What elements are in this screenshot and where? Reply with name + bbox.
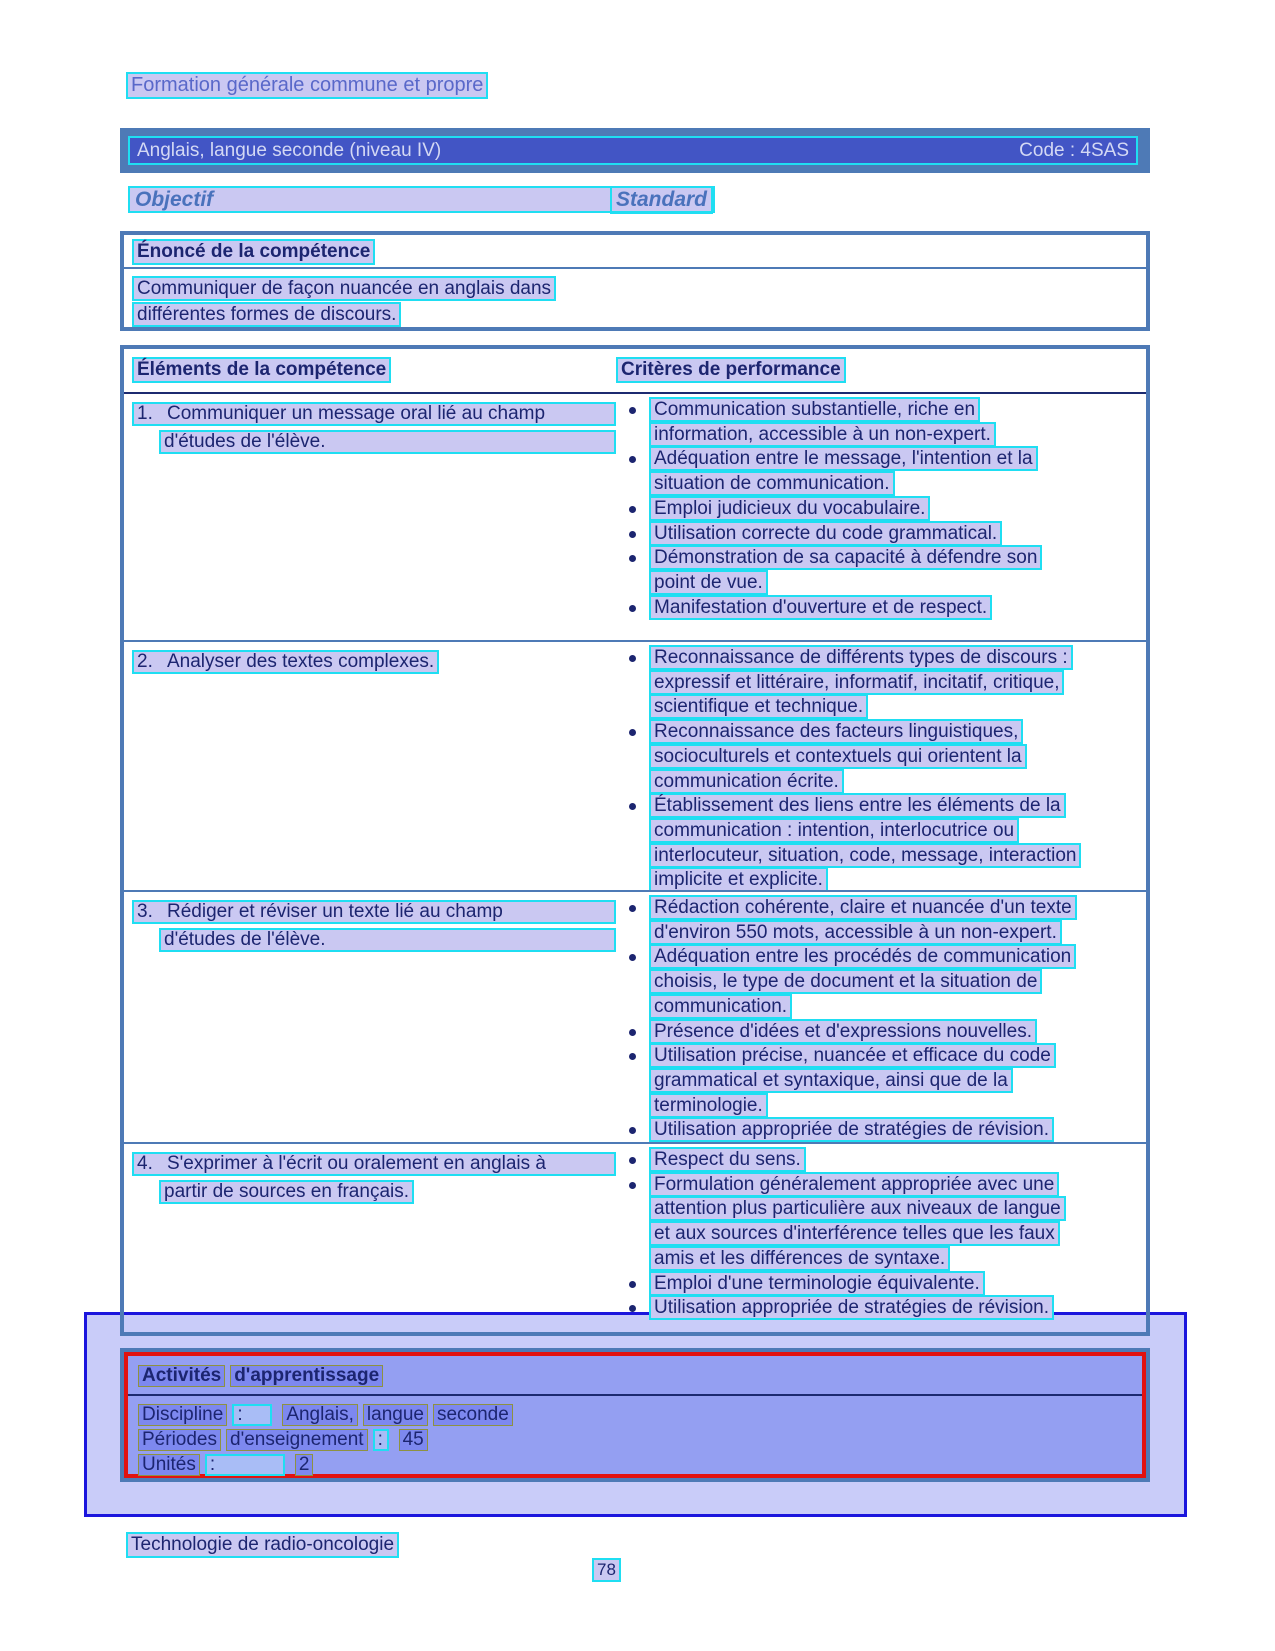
highlight: Formation générale commune et propre — [126, 72, 488, 99]
highlight: Adéquation entre le message, l'intention et la situation de communication. — [649, 446, 1038, 496]
highlight — [159, 430, 616, 454]
section-label — [126, 72, 488, 99]
highlight — [159, 928, 616, 952]
criterion-item — [616, 1118, 1078, 1142]
highlight: Démonstration de sa capacité à défendre son point de vue. — [649, 545, 1042, 595]
criterion-item — [616, 1272, 1078, 1297]
competence-header-row — [124, 349, 1146, 394]
field-value-word: 45 — [399, 1429, 428, 1451]
element-text: Analyser des textes complexes. — [167, 651, 435, 672]
highlight: Adéquation entre les procédés de communication choisis, le type de document et la situation de communication. — [649, 944, 1076, 1018]
element-line — [132, 900, 616, 924]
criteria-list — [616, 892, 1078, 1142]
activities-divider — [128, 1394, 1142, 1396]
criterion-item — [616, 720, 1078, 794]
highlight: Emploi judicieux du vocabulaire. — [649, 496, 930, 521]
highlight — [132, 900, 616, 924]
element-line — [132, 650, 616, 674]
heading-standard: Standard — [610, 186, 713, 214]
highlight: Utilisation précise, nuancée et efficace du code grammatical et syntaxique, ainsi que de la terminologie. — [649, 1043, 1056, 1117]
criterion-item — [616, 497, 1078, 522]
element-cell — [124, 892, 616, 1142]
activities-title-word: d'apprentissage — [230, 1365, 383, 1387]
element-line — [159, 1180, 616, 1204]
heading-objectif: Objectif — [135, 187, 214, 211]
field-value-word: seconde — [433, 1404, 513, 1426]
field-label-word: Périodes — [138, 1429, 221, 1451]
element-text: Communiquer un message oral lié au champ — [167, 403, 546, 424]
highlight — [159, 1180, 414, 1204]
criterion-item — [616, 522, 1078, 547]
competence-table — [120, 345, 1150, 1336]
table-row — [124, 890, 1146, 1142]
course-code: Code : 4SAS — [1019, 139, 1129, 161]
criterion-item — [616, 646, 1078, 720]
field-label-word: Unités — [138, 1454, 200, 1476]
element-text: d'études de l'élève. — [164, 929, 326, 950]
criterion-item — [616, 546, 1078, 595]
highlight: Présence d'idées et d'expressions nouvelles. — [649, 1019, 1037, 1044]
element-cell — [124, 642, 616, 890]
highlight: Respect du sens. — [649, 1147, 806, 1172]
activities-field — [138, 1452, 1142, 1477]
criterion-item — [616, 1173, 1078, 1272]
field-label-word: Discipline — [138, 1404, 227, 1426]
highlight: Manifestation d'ouverture et de respect. — [649, 595, 992, 620]
highlight: Emploi d'une terminologie équivalente. — [649, 1271, 985, 1296]
criterion-item — [616, 1044, 1078, 1118]
criterion-item — [616, 896, 1078, 945]
criteria-list — [616, 1144, 1078, 1332]
highlight: Rédaction cohérente, claire et nuancée d'un texte d'environ 550 mots, accessible à un non-expert. — [649, 895, 1077, 945]
highlight: Établissement des liens entre les éléments de la communication : intention, interlocutrice ou interlocuteur, situation, code, message, interaction implicite et explicite. — [649, 793, 1081, 890]
criterion-item — [616, 1020, 1078, 1045]
enonce-table — [120, 231, 1150, 331]
criterion-item — [616, 1148, 1078, 1173]
highlight: Utilisation appropriée de stratégies de révision. — [649, 1295, 1054, 1320]
enonce-header: Énoncé de la compétence — [132, 239, 375, 265]
element-text: partir de sources en français. — [164, 1181, 410, 1202]
table-row — [124, 394, 1146, 640]
highlight — [132, 650, 439, 674]
footer-program — [126, 1532, 399, 1558]
activities-title-word: Activités — [138, 1365, 225, 1387]
element-text: Rédiger et réviser un texte lié au champ — [167, 901, 503, 922]
element-line — [159, 928, 616, 952]
highlight: Reconnaissance de différents types de discours : expressif et littéraire, informatif, incitatif, critique, scientifique et technique. — [649, 645, 1073, 719]
field-separator: : — [205, 1454, 285, 1476]
item-number: 1. — [137, 403, 153, 424]
col2-header: Critères de performance — [616, 357, 846, 383]
criteria-list — [616, 642, 1078, 890]
field-value-word: Anglais, — [282, 1404, 358, 1426]
item-number: 2. — [137, 651, 153, 672]
element-line — [132, 1152, 616, 1176]
course-title: Anglais, langue seconde (niveau IV) — [137, 139, 442, 161]
element-text: S'exprimer à l'écrit ou oralement en anglais à — [167, 1153, 546, 1174]
table-row — [124, 1142, 1146, 1332]
enonce-header-row — [124, 235, 1146, 269]
course-banner — [120, 128, 1150, 173]
highlight: Communication substantielle, riche en information, accessible à un non-expert. — [649, 397, 996, 447]
activities-field — [138, 1402, 1142, 1427]
criterion-item — [616, 447, 1078, 496]
field-separator: : — [373, 1429, 389, 1451]
highlight: 78 — [592, 1558, 621, 1582]
element-line — [132, 402, 616, 426]
page-number — [592, 1558, 621, 1582]
element-line — [159, 430, 616, 454]
activities-title — [138, 1361, 1142, 1391]
highlight: Reconnaissance des facteurs linguistiques, socioculturels et contextuels qui orientent la communication écrite. — [649, 719, 1027, 793]
field-separator: : — [232, 1404, 272, 1426]
highlight — [132, 402, 616, 426]
criterion-item — [616, 794, 1078, 890]
item-number: 4. — [137, 1153, 153, 1174]
table-row — [124, 640, 1146, 890]
criterion-item — [616, 945, 1078, 1019]
highlight: Utilisation correcte du code grammatical. — [649, 521, 1002, 546]
enonce-body-cell — [124, 269, 594, 328]
highlight — [132, 1152, 616, 1176]
criteria-list — [616, 394, 1078, 640]
highlight: Utilisation appropriée de stratégies de révision. — [649, 1117, 1054, 1142]
criterion-item — [616, 398, 1078, 447]
highlight: Formulation généralement appropriée avec une attention plus particulière aux niveaux de langue et aux sources d'interférence telles que les faux amis et les différences de syntaxe. — [649, 1172, 1066, 1271]
col1-header: Éléments de la compétence — [132, 357, 391, 383]
item-number: 3. — [137, 901, 153, 922]
element-text: d'études de l'élève. — [164, 431, 326, 452]
criterion-item — [616, 1296, 1078, 1321]
field-value-word: 2 — [295, 1454, 314, 1476]
field-label-word: d'enseignement — [226, 1429, 368, 1451]
activities-box — [124, 1352, 1146, 1478]
objectif-standard-heading — [128, 186, 715, 213]
highlight: Technologie de radio-oncologie — [126, 1532, 399, 1558]
course-banner-highlight — [128, 136, 1138, 165]
enonce-body: Communiquer de façon nuancée en anglais dans différentes formes de discours. — [132, 276, 556, 327]
activities-fields — [138, 1402, 1142, 1477]
field-value-word: langue — [363, 1404, 428, 1426]
activities-field — [138, 1427, 1142, 1452]
element-cell — [124, 1144, 616, 1332]
element-cell — [124, 394, 616, 640]
criterion-item — [616, 596, 1078, 621]
